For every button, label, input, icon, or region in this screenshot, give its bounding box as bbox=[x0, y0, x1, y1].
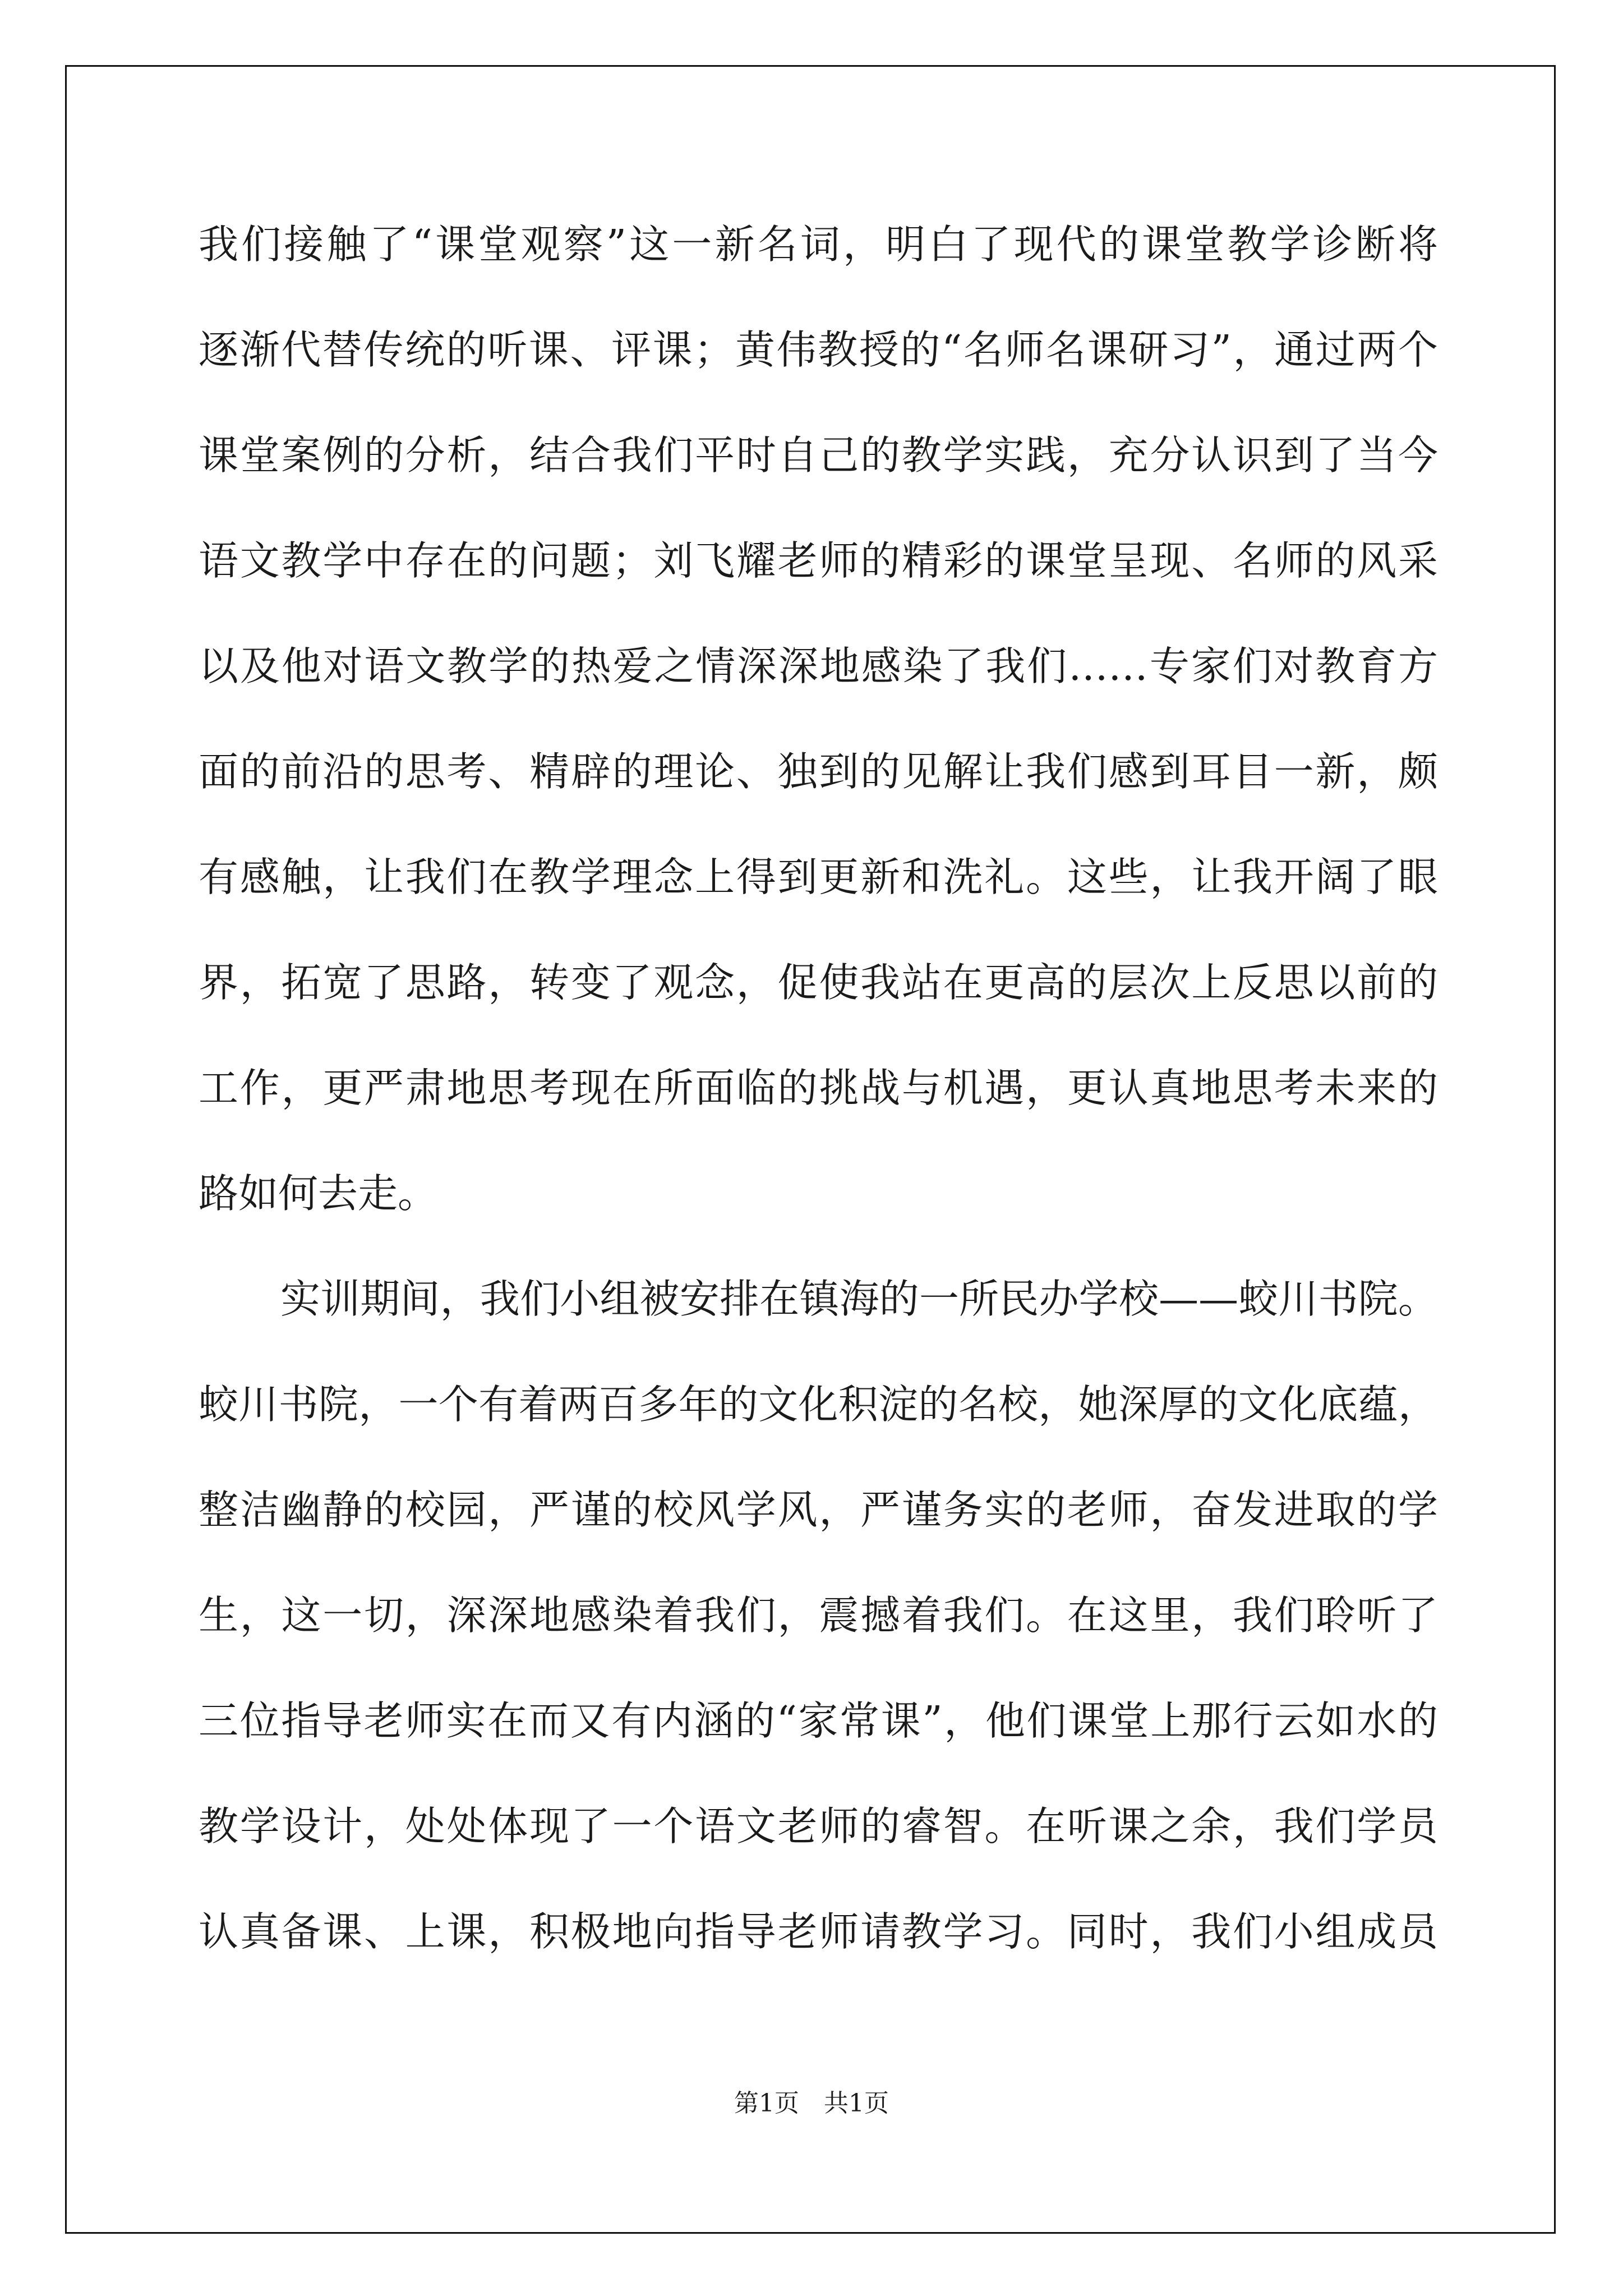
text-line: 逐渐代替传统的听课、评课；黄伟教授的“名师名课研习”，通过两个 bbox=[199, 326, 1438, 373]
text-line: 面的前沿的思考、精辟的理论、独到的见解让我们感到耳目一新，颇 bbox=[199, 748, 1438, 795]
text-line: 生，这一切，深深地感染着我们，震撼着我们。在这里，我们聆听了 bbox=[199, 1592, 1438, 1639]
text-line: 界，拓宽了思路，转变了观念，促使我站在更高的层次上反思以前的 bbox=[199, 959, 1438, 1006]
text-line: 课堂案例的分析，结合我们平时自己的教学实践，充分认识到了当今 bbox=[199, 432, 1438, 478]
text-line: 有感触，让我们在教学理念上得到更新和洗礼。这些，让我开阔了眼 bbox=[199, 854, 1438, 900]
text-line: 教学设计，处处体现了一个语文老师的睿智。在听课之余，我们学员 bbox=[199, 1803, 1438, 1849]
text-line: 蛟川书院，一个有着两百多年的文化积淀的名校，她深厚的文化底蕴， bbox=[199, 1381, 1438, 1428]
text-line: 三位指导老师实在而又有内涵的“家常课”，他们课堂上那行云如水的 bbox=[199, 1697, 1438, 1744]
text-line: 我们接触了“课堂观察”这一新名词，明白了现代的课堂教学诊断将 bbox=[199, 221, 1438, 268]
text-line: 工作，更严肃地思考现在所面临的挑战与机遇，更认真地思考未来的 bbox=[199, 1065, 1438, 1111]
text-line: 以及他对语文教学的热爱之情深深地感染了我们……专家们对教育方 bbox=[199, 643, 1438, 689]
text-line: 路如何去走。 bbox=[199, 1170, 438, 1217]
text-line: 认真备课、上课，积极地向指导老师请教学习。同时，我们小组成员 bbox=[199, 1908, 1438, 1955]
text-line: 整洁幽静的校园，严谨的校风学风，严谨务实的老师，奋发进取的学 bbox=[199, 1487, 1438, 1533]
text-line: 语文教学中存在的问题；刘飞耀老师的精彩的课堂呈现、名师的风采 bbox=[199, 537, 1438, 584]
text-line: 实训期间，我们小组被安排在镇海的一所民办学校——蛟川书院。 bbox=[280, 1276, 1438, 1322]
page-number: 第1页 共1页 bbox=[734, 2089, 889, 2118]
